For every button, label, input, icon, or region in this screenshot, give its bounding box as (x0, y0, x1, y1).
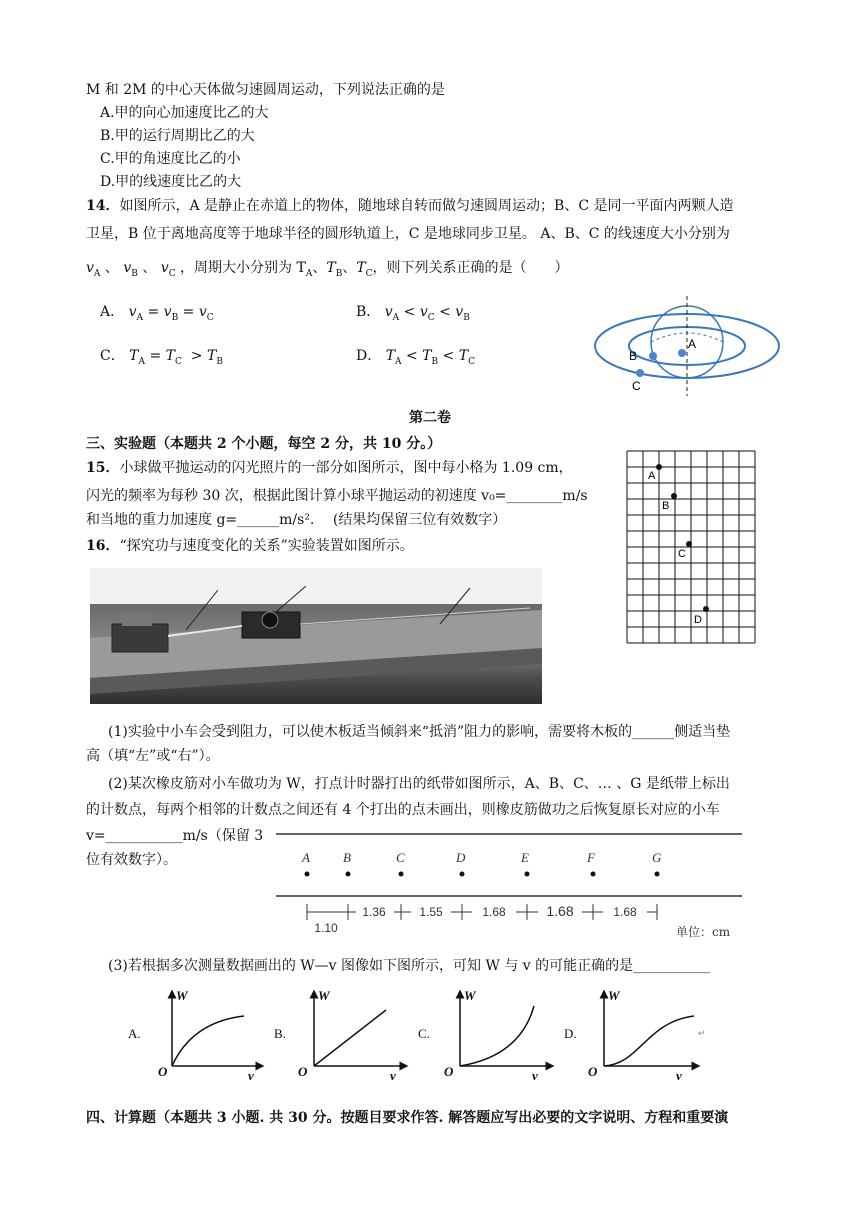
label-c: C (632, 379, 641, 393)
svg-text:W: W (608, 988, 620, 1003)
section4-title: 四、计算题（本题共 3 小题. 共 30 分。按题目要求作答. 解答题应写出必要的文字说明、方程和重要演 (86, 1110, 729, 1126)
grid-point-c (686, 541, 692, 547)
q15-line3: 和当地的重力加速度 g=______m/s². (结果均保留三位有效数字） (86, 512, 507, 528)
q15-line1: 15．小球做平抛运动的闪光照片的一部分如图所示，图中每小格为 1.09 cm， (86, 460, 573, 476)
grid-label-b: B (662, 500, 670, 512)
svg-text:v: v (676, 1068, 682, 1083)
q13-stem: M 和 2M 的中心天体做匀速圆周运动，下列说法正确的是 (86, 82, 445, 98)
svg-text:W: W (318, 988, 330, 1003)
tape-label-g: G (652, 850, 662, 865)
curve-d (604, 1016, 694, 1066)
q14-option-c: C． $T_A = T_C > T_B$ (100, 348, 223, 367)
curve-b (314, 1010, 386, 1066)
svg-text:O: O (444, 1064, 454, 1079)
q14-option-b: B． $v_A < v_C < v_B$ (356, 304, 470, 323)
grid-point-a (656, 464, 662, 470)
tape-unit: 单位：cm (676, 925, 731, 939)
q14-option-a: A． $v_A = v_B = v_C$ (100, 304, 214, 323)
q14-text1: 如图所示，A 是静止在赤道上的物体，随地球自转而做匀速圆周运动；B、C 是同一平面内两颗人造 (119, 198, 734, 214)
q14-line2: 卫星，B 位于离地高度等于地球半径的圆形轨道上，C 是地球同步卫星。 A、B、C 的线速度大小分别为 (86, 226, 730, 242)
q14-line1 (86, 196, 734, 216)
graph-d (564, 988, 706, 1083)
q16-p1-line1: (1)实验中小车会受到阻力，可以使木板适当倾斜来“抵消”阻力的影响，需要将木板的______侧适当垫 (108, 724, 731, 740)
grid-point-b (671, 493, 677, 499)
tape-dot-g (655, 872, 660, 877)
q14-number: 14． (86, 198, 120, 214)
svg-text:C.: C. (418, 1026, 430, 1041)
tape-dot-f (591, 872, 596, 877)
curve-a (172, 1016, 244, 1066)
point-a (678, 349, 686, 357)
svg-text:v: v (532, 1068, 538, 1083)
label-a: A (688, 337, 697, 351)
grid-label-d: D (694, 614, 702, 626)
paper-tape-figure (276, 830, 742, 942)
point-c (636, 369, 644, 377)
section2-title: 第二卷 (409, 410, 451, 426)
q16-p2-line1: (2)某次橡皮筋对小车做功为 W，打点计时器打出的纸带如图所示，A、B、C、… 、G 是纸带上标出 (108, 776, 730, 792)
q16-p2-line3: v=___________m/s（保留 3 (86, 828, 264, 844)
svg-text:D.: D. (564, 1026, 577, 1041)
tape-dist-ab: 1.10 (314, 921, 338, 935)
q14-line3: $v_A$ 、 $v_B$ 、 $v_C$ ，周期大小分别为 $T_A$、$T_B$、$T_C$，则下列关系正确的是（ ） (86, 260, 569, 279)
tape-dist-bc: 1.36 (362, 905, 386, 919)
tape-dist-cd: 1.55 (419, 905, 443, 919)
q15-line2: 闪光的频率为每秒 30 次，根据此图计算小球平抛运动的初速度 v₀=________m/s (86, 488, 588, 504)
tape-dot-b (346, 872, 351, 877)
q13-option-c: C.甲的角速度比乙的小 (100, 151, 241, 167)
svg-text:O: O (588, 1064, 598, 1079)
wv-graphs (120, 986, 720, 1082)
point-b (649, 352, 657, 360)
svg-text:O: O (298, 1064, 308, 1079)
tape-label-a: A (302, 850, 310, 865)
q16-stem-line: 16．“探究功与速度变化的关系”实验装置如图所示。 (86, 538, 414, 554)
svg-text:v: v (390, 1068, 396, 1083)
flash-grid-figure (626, 449, 756, 645)
svg-text:O: O (158, 1064, 168, 1079)
tape-dot-c (399, 872, 404, 877)
q16-p3-line: (3)若根据多次测量数据画出的 W—v 图像如下图所示，可知 W 与 v 的可能正确的是___________ (108, 958, 711, 974)
q13-option-b: B.甲的运行周期比乙的大 (100, 128, 255, 144)
q13-option-a: A.甲的向心加速度比乙的大 (100, 105, 269, 121)
apparatus-photo (90, 568, 542, 704)
section3-title: 三、实验题（本题共 2 个小题，每空 2 分，共 10 分。） (86, 436, 442, 452)
tape-label-b: B (343, 850, 351, 865)
graph-b (274, 988, 404, 1083)
q16-p2-line4: 位有效数字）。 (86, 852, 177, 868)
tape-dist-fg: 1.68 (613, 905, 637, 919)
grid-label-c: C (678, 548, 686, 560)
tape-label-c: C (396, 850, 405, 865)
tape-dot-d (460, 872, 465, 877)
svg-text:v: v (248, 1068, 254, 1083)
orbit-figure (592, 296, 782, 396)
graph-a (128, 988, 260, 1083)
q16-p1-line2: 高（填“左”或“右”）。 (86, 748, 220, 764)
q13-option-d: D.甲的线速度比乙的大 (100, 174, 242, 190)
tape-dist-de: 1.68 (482, 905, 506, 919)
timer-block (112, 624, 168, 652)
graph-c (418, 988, 550, 1083)
svg-text:W: W (464, 988, 476, 1003)
tape-dot-e (525, 872, 530, 877)
tape-dist-ef: 1.68 (546, 903, 574, 919)
svg-text:A.: A. (128, 1026, 141, 1041)
stray-mark: ↵ (698, 1028, 706, 1038)
tape-label-d: D (456, 850, 466, 865)
tape-label-e: E (521, 850, 529, 865)
tape-dot-a (305, 872, 310, 877)
q14-option-d: D． $T_A < T_B < T_C$ (356, 348, 476, 367)
curve-c (460, 1006, 534, 1066)
svg-text:W: W (176, 988, 188, 1003)
grid-label-a: A (648, 470, 656, 482)
q16-p2-line2: 的计数点，每两个相邻的计数点之间还有 4 个打出的点未画出，则橡皮筋做功之后恢复原长对应的小车 (86, 802, 720, 818)
label-b: B (629, 349, 638, 363)
svg-text:B.: B. (274, 1026, 286, 1041)
tape-label-f: F (587, 850, 595, 865)
grid-point-d (703, 606, 709, 612)
